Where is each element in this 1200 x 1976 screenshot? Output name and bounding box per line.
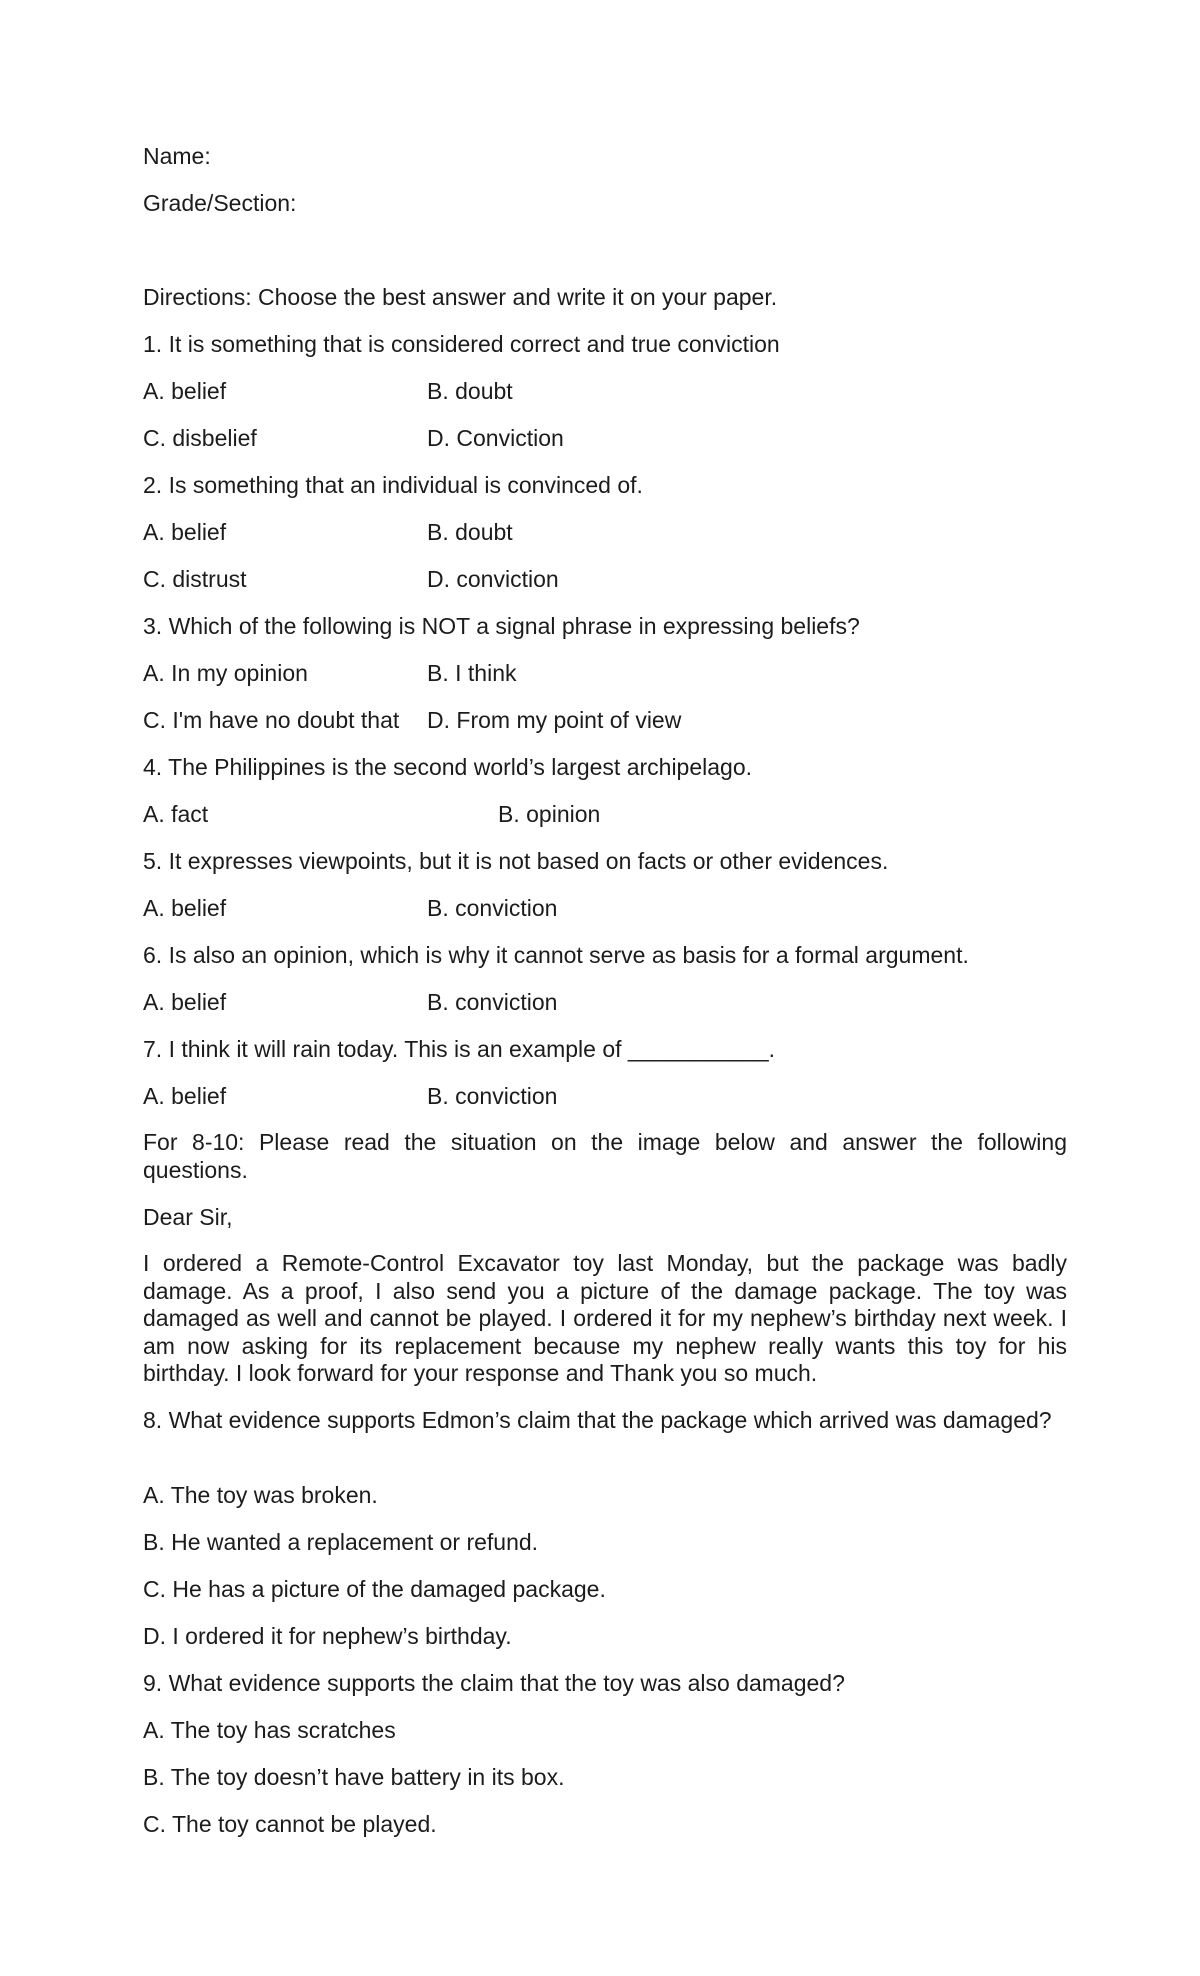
q9-option-b: B. The toy doesn’t have battery in its box.: [143, 1764, 565, 1790]
q6-option-b: B. conviction: [427, 989, 558, 1015]
q1-option-c: C. disbelief: [143, 425, 257, 451]
q8-option-b: B. He wanted a replacement or refund.: [143, 1529, 539, 1555]
letter-body: I ordered a Remote-Control Excavator toy last Monday, but the package was badly damage. As a proof, I also send you a picture of the damage package. The toy was damaged as well and cannot be played. I ordered it for my nephew’s birthday next week. I am now asking for its replacement because my nephew really wants this toy for his birthday. I look forward for your response and Thank you so much.: [143, 1250, 1067, 1386]
q4-option-b: B. opinion: [498, 801, 601, 827]
q7-option-b: B. conviction: [427, 1083, 558, 1109]
q1-option-d: D. Conviction: [427, 425, 564, 451]
q3-option-a: A. In my opinion: [143, 660, 308, 686]
q1-option-b: B. doubt: [427, 378, 513, 404]
q9-option-a: A. The toy has scratches: [143, 1717, 396, 1743]
q8-option-a: A. The toy was broken.: [143, 1482, 378, 1508]
question-1: 1. It is something that is considered correct and true conviction: [143, 331, 780, 357]
q1-option-a: A. belief: [143, 378, 227, 404]
question-5: 5. It expresses viewpoints, but it is not based on facts or other evidences.: [143, 848, 889, 874]
question-9: 9. What evidence supports the claim that the toy was also damaged?: [143, 1670, 845, 1696]
q7-option-a: A. belief: [143, 1083, 227, 1109]
q2-option-c: C. distrust: [143, 566, 247, 592]
q3-option-d: D. From my point of view: [427, 707, 682, 733]
q3-option-c: C. I'm have no doubt that: [143, 707, 400, 733]
q8-option-c: C. He has a picture of the damaged package.: [143, 1576, 606, 1602]
letter-salutation: Dear Sir,: [143, 1204, 233, 1230]
q6-option-a: A. belief: [143, 989, 227, 1015]
q2-option-b: B. doubt: [427, 519, 513, 545]
q9-option-c: C. The toy cannot be played.: [143, 1811, 437, 1837]
q4-option-a: A. fact: [143, 801, 209, 827]
question-4: 4. The Philippines is the second world’s largest archipelago.: [143, 754, 753, 780]
q2-option-a: A. belief: [143, 519, 227, 545]
name-label: Name:: [143, 143, 211, 169]
situation-intro: For 8-10: Please read the situation on the image below and answer the following questions.: [143, 1129, 1067, 1183]
question-8: 8. What evidence supports Edmon’s claim that the package which arrived was damaged?: [143, 1407, 1052, 1433]
q5-option-b: B. conviction: [427, 895, 558, 921]
question-7: 7. I think it will rain today. This is an example of ___________.: [143, 1036, 776, 1062]
q8-option-d: D. I ordered it for nephew’s birthday.: [143, 1623, 512, 1649]
question-3: 3. Which of the following is NOT a signal phrase in expressing beliefs?: [143, 613, 860, 639]
directions: Directions: Choose the best answer and write it on your paper.: [143, 284, 778, 310]
q2-option-d: D. conviction: [427, 566, 559, 592]
q5-option-a: A. belief: [143, 895, 227, 921]
question-2: 2. Is something that an individual is convinced of.: [143, 472, 643, 498]
grade-section-label: Grade/Section:: [143, 190, 297, 216]
q3-option-b: B. I think: [427, 660, 517, 686]
question-6: 6. Is also an opinion, which is why it cannot serve as basis for a formal argument.: [143, 942, 969, 968]
